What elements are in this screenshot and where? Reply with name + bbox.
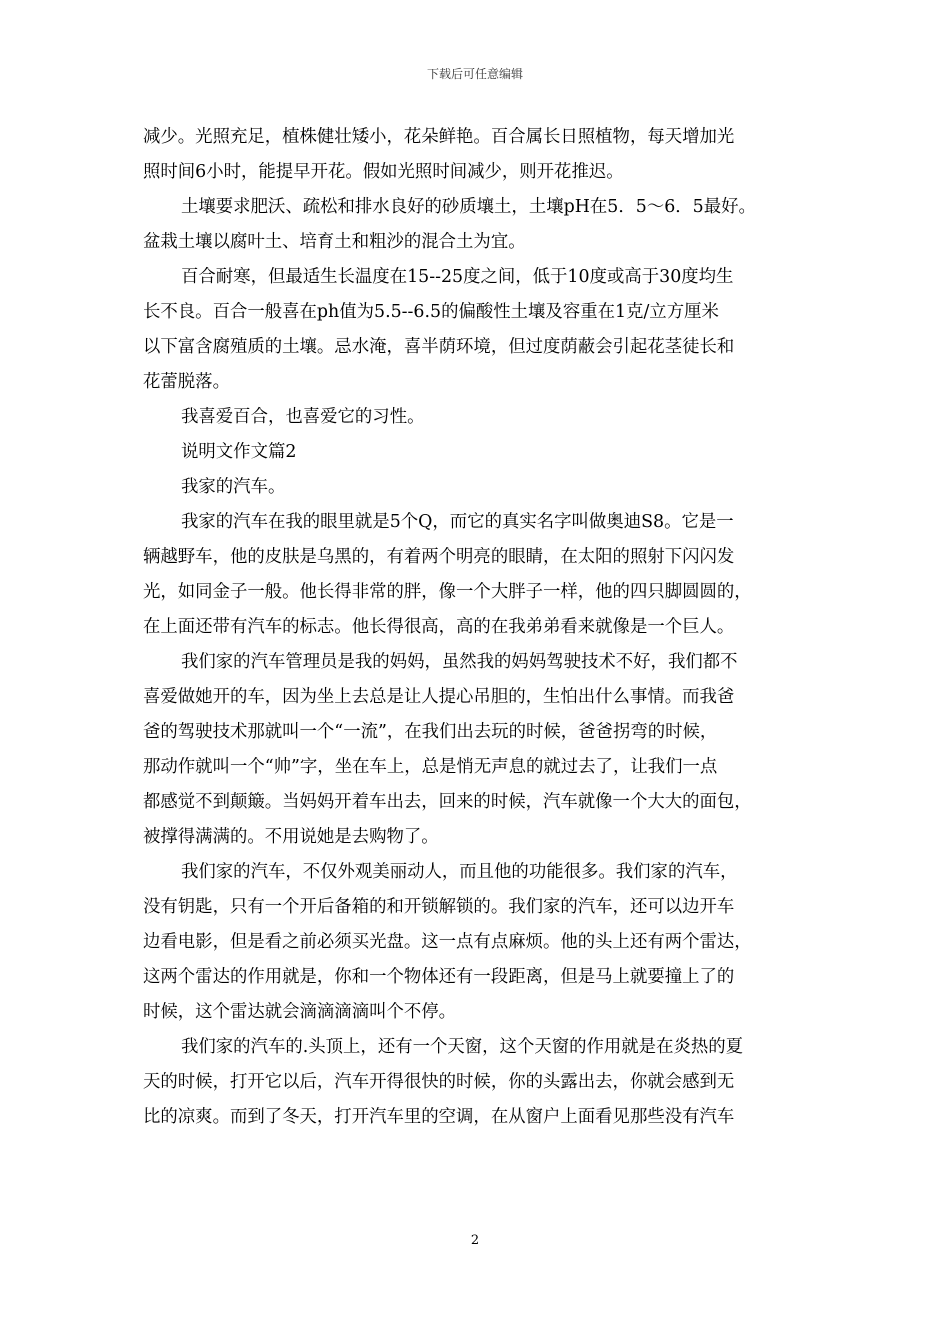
- text-line: 照时间6小时，能提早开花。假如光照时间减少，则开花推迟。: [143, 162, 624, 182]
- document-body: [143, 120, 811, 1135]
- text-line: 边看电影，但是看之前必须买光盘。这一点有点麻烦。他的头上还有两个雷达，: [143, 932, 752, 952]
- text-line: 比的凉爽。而到了冬天，打开汽车里的空调，在从窗户上面看见那些没有汽车: [143, 1107, 735, 1127]
- text-line: 我们家的汽车管理员是我的妈妈，虽然我的妈妈驾驶技术不好，我们都不: [181, 652, 738, 672]
- text-line: 减少。光照充足，植株健壮矮小，花朵鲜艳。百合属长日照植物，每天增加光: [143, 127, 735, 147]
- section-heading: [143, 435, 811, 470]
- text-line: 被撑得满满的。不用说她是去购物了。: [143, 827, 439, 847]
- paragraph: [143, 1030, 811, 1135]
- paragraph: [143, 645, 811, 855]
- text-line: 辆越野车，他的皮肤是乌黑的，有着两个明亮的眼睛，在太阳的照射下闪闪发: [143, 547, 735, 567]
- paragraph: [143, 505, 811, 645]
- text-line: 我家的汽车在我的眼里就是5个Q，而它的真实名字叫做奥迪S8。它是一: [181, 512, 734, 532]
- text-line: 我们家的汽车，不仅外观美丽动人，而且他的功能很多。我们家的汽车，: [181, 862, 738, 882]
- text-line: 时候，这个雷达就会滴滴滴滴叫个不停。: [143, 1002, 457, 1022]
- text-line: 土壤要求肥沃、疏松和排水良好的砂质壤土，土壤pH在5．5～6．5最好。: [181, 197, 756, 217]
- text-line: 天的时候，打开它以后，汽车开得很快的时候，你的头露出去，你就会感到无: [143, 1072, 735, 1092]
- text-line: 我家的汽车。: [181, 477, 286, 497]
- paragraph: [143, 260, 811, 400]
- text-line: 我喜爱百合，也喜爱它的习性。: [181, 407, 425, 427]
- text-line: 光，如同金子一般。他长得非常的胖，像一个大胖子一样，他的四只脚圆圆的，: [143, 582, 752, 602]
- essay-title: [143, 470, 811, 505]
- text-line: 喜爱做她开的车，因为坐上去总是让人提心吊胆的，生怕出什么事情。而我爸: [143, 687, 735, 707]
- text-line: 盆栽土壤以腐叶土、培育土和粗沙的混合土为宜。: [143, 232, 526, 252]
- text-line: 没有钥匙，只有一个开后备箱的和开锁解锁的。我们家的汽车，还可以边开车: [143, 897, 735, 917]
- paragraph: [143, 190, 811, 260]
- page-header: 下载后可任意编辑: [426, 67, 523, 81]
- paragraph: [143, 855, 811, 1030]
- text-line: 在上面还带有汽车的标志。他长得很高，高的在我弟弟看来就像是一个巨人。: [143, 617, 735, 637]
- text-line: 以下富含腐殖质的土壤。忌水淹，喜半荫环境，但过度荫蔽会引起花茎徒长和: [143, 337, 735, 357]
- text-line: 百合耐寒，但最适生长温度在15--25度之间，低于10度或高于30度均生: [181, 267, 734, 287]
- text-line: 长不良。百合一般喜在ph值为5.5--6.5的偏酸性土壤及容重在1克/立方厘米: [143, 302, 719, 322]
- text-line: 爸的驾驶技术那就叫一个“一流”，在我们出去玩的时候，爸爸拐弯的时候，: [143, 722, 718, 742]
- page-number: 2: [470, 1233, 480, 1248]
- paragraph: [143, 120, 811, 190]
- text-line: 花蕾脱落。: [143, 372, 230, 392]
- paragraph: [143, 400, 811, 435]
- text-line: 那动作就叫一个“帅”字，坐在车上，总是悄无声息的就过去了，让我们一点: [143, 757, 718, 777]
- text-line: 这两个雷达的作用就是，你和一个物体还有一段距离，但是马上就要撞上了的: [143, 967, 735, 987]
- text-line: 我们家的汽车的.头顶上，还有一个天窗，这个天窗的作用就是在炎热的夏: [181, 1037, 744, 1057]
- text-line: 说明文作文篇2: [181, 442, 297, 462]
- text-line: 都感觉不到颠簸。当妈妈开着车出去，回来的时候，汽车就像一个大大的面包，: [143, 792, 752, 812]
